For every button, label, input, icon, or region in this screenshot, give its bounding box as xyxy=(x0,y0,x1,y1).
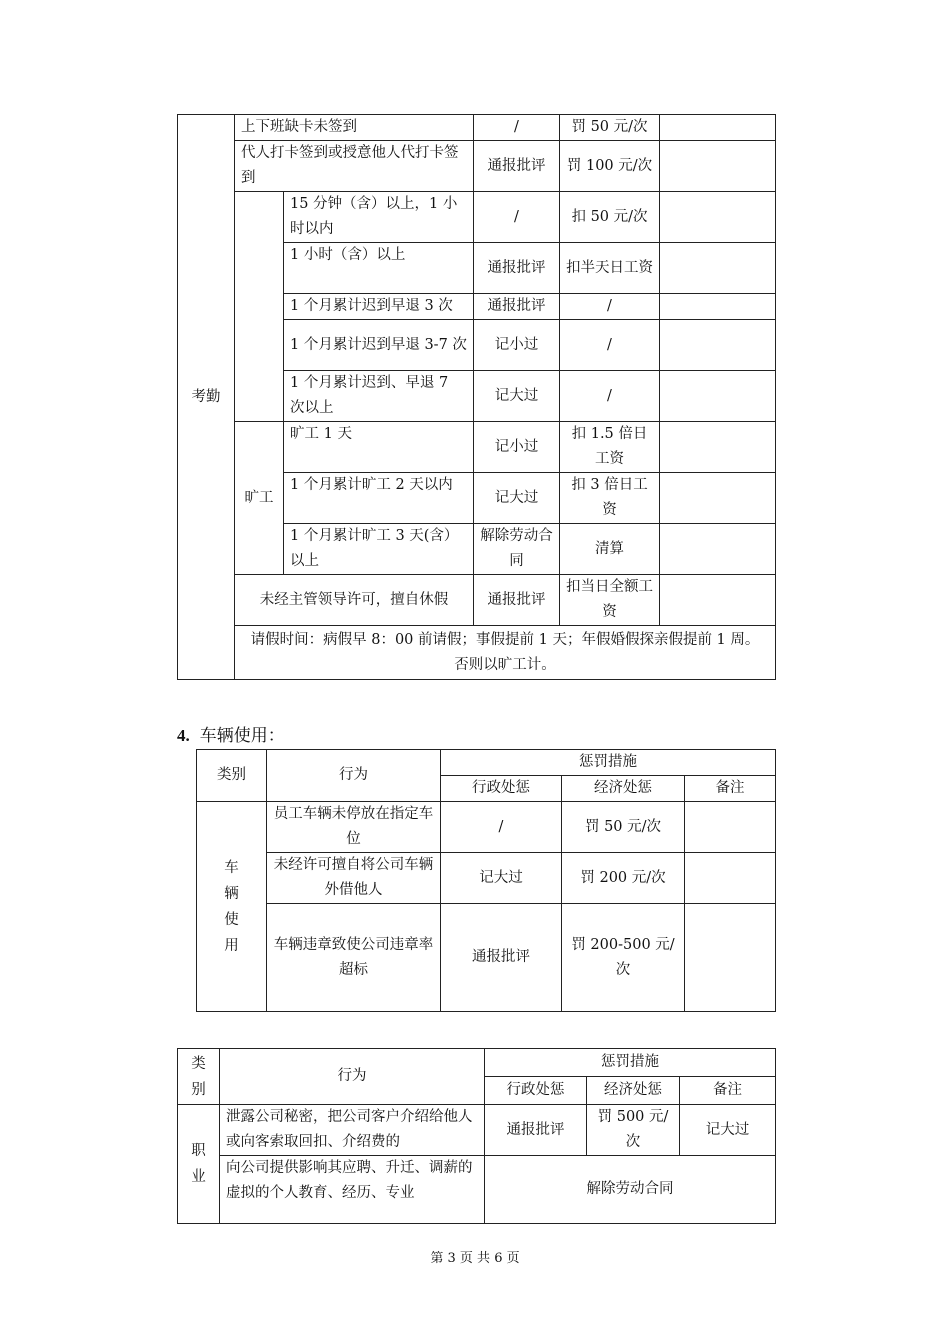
note-cell xyxy=(660,422,776,473)
behavior-cell: 车辆违章致使公司违章率超标 xyxy=(267,904,441,1012)
leave-policy-line-1: 请假时间：病假早 8：00 前请假；事假提前 1 天；年假婚假探亲假提前 1 周。 xyxy=(250,631,760,648)
category-career xyxy=(178,1105,220,1224)
behavior-cell: 未经主管领导许可，擅自休假 xyxy=(235,575,474,626)
admin-penalty-cell: 通报批评 xyxy=(474,575,560,626)
behavior-cell: 未经许可擅自将公司车辆外借他人 xyxy=(267,853,441,904)
economic-penalty-cell: / xyxy=(560,294,660,320)
economic-penalty-cell: 清算 xyxy=(560,524,660,575)
note-cell xyxy=(660,294,776,320)
vehicle-use-table xyxy=(196,749,776,1012)
header-behavior: 行为 xyxy=(220,1049,485,1105)
economic-penalty-cell: 扣 1.5 倍日工资 xyxy=(560,422,660,473)
admin-penalty-cell: 记大过 xyxy=(441,853,562,904)
economic-penalty-cell: 罚 100 元/次 xyxy=(560,141,660,192)
header-behavior: 行为 xyxy=(267,750,441,802)
header-admin-penalty: 行政处惩 xyxy=(485,1077,587,1105)
note-cell xyxy=(660,141,776,192)
behavior-cell: 1 个月累计迟到、早退 7 次以上 xyxy=(284,371,474,422)
economic-penalty-cell: / xyxy=(560,371,660,422)
admin-penalty-cell: 记大过 xyxy=(474,473,560,524)
category-char: 职 xyxy=(191,1143,206,1159)
behavior-cell: 1 个月累计迟到早退 3-7 次 xyxy=(284,320,474,371)
admin-penalty-cell: 解除劳动合同 xyxy=(474,524,560,575)
note-cell xyxy=(660,192,776,243)
behavior-cell: 旷工 1 天 xyxy=(284,422,474,473)
admin-penalty-cell: 记小过 xyxy=(474,320,560,371)
subcategory-absent: 旷工 xyxy=(235,422,284,575)
subcategory-late xyxy=(235,192,284,422)
header-category xyxy=(178,1049,220,1105)
category-vehicle-use xyxy=(197,802,267,1012)
economic-penalty-cell: 罚 50 元/次 xyxy=(562,802,685,853)
category-char: 用 xyxy=(224,937,239,954)
header-category-char: 别 xyxy=(191,1081,206,1098)
note-cell xyxy=(660,473,776,524)
economic-penalty-cell: 扣当日全额工资 xyxy=(560,575,660,626)
behavior-cell: 上下班缺卡未签到 xyxy=(235,115,474,141)
economic-penalty-cell: / xyxy=(560,320,660,371)
admin-penalty-cell: / xyxy=(474,192,560,243)
behavior-cell: 员工车辆未停放在指定车位 xyxy=(267,802,441,853)
economic-penalty-cell: 扣半天日工资 xyxy=(560,243,660,294)
note-cell xyxy=(660,115,776,141)
economic-penalty-cell: 罚 500 元/次 xyxy=(587,1105,680,1156)
behavior-cell: 1 个月累计旷工 3 天(含）以上 xyxy=(284,524,474,575)
admin-penalty-cell: 通报批评 xyxy=(474,141,560,192)
admin-penalty-cell: 通报批评 xyxy=(474,243,560,294)
header-economic-penalty: 经济处惩 xyxy=(587,1077,680,1105)
section-title: 车辆使用： xyxy=(199,726,285,746)
economic-penalty-cell: 扣 50 元/次 xyxy=(560,192,660,243)
category-char: 车 xyxy=(224,859,239,876)
category-attendance: 考勤 xyxy=(178,115,235,680)
note-cell xyxy=(660,320,776,371)
note-cell: 记大过 xyxy=(680,1105,776,1156)
header-category: 类别 xyxy=(197,750,267,802)
note-cell xyxy=(660,524,776,575)
note-cell xyxy=(685,904,776,1012)
header-category-char: 类 xyxy=(191,1055,206,1072)
admin-penalty-cell: / xyxy=(474,115,560,141)
admin-penalty-cell: 记大过 xyxy=(474,371,560,422)
admin-penalty-cell: 记小过 xyxy=(474,422,560,473)
admin-penalty-cell: / xyxy=(441,802,562,853)
behavior-cell: 1 小时（含）以上 xyxy=(284,243,474,294)
economic-penalty-cell: 罚 200-500 元/次 xyxy=(562,904,685,1012)
career-conduct-table xyxy=(177,1048,776,1224)
header-admin-penalty: 行政处惩 xyxy=(441,776,562,802)
admin-penalty-cell: 通报批评 xyxy=(485,1105,587,1156)
behavior-cell: 1 个月累计迟到早退 3 次 xyxy=(284,294,474,320)
note-cell xyxy=(660,371,776,422)
leave-policy-note xyxy=(235,626,776,680)
behavior-cell: 1 个月累计旷工 2 天以内 xyxy=(284,473,474,524)
behavior-cell: 15 分钟（含）以上，1 小时以内 xyxy=(284,192,474,243)
section-heading xyxy=(177,724,285,748)
header-measures: 惩罚措施 xyxy=(441,750,776,776)
category-char: 辆 xyxy=(224,885,239,902)
economic-penalty-cell: 罚 200 元/次 xyxy=(562,853,685,904)
behavior-cell: 向公司提供影响其应聘、升迁、调薪的虚拟的个人教育、经历、专业 xyxy=(220,1156,485,1224)
page-number-footer: 第 3 页 共 6 页 xyxy=(430,1251,520,1266)
note-cell xyxy=(685,853,776,904)
admin-penalty-cell: 通报批评 xyxy=(474,294,560,320)
economic-penalty-cell: 扣 3 倍日工资 xyxy=(560,473,660,524)
header-note: 备注 xyxy=(680,1077,776,1105)
header-economic-penalty: 经济处惩 xyxy=(562,776,685,802)
header-measures: 惩罚措施 xyxy=(485,1049,776,1077)
economic-penalty-cell: 罚 50 元/次 xyxy=(560,115,660,141)
note-cell xyxy=(685,802,776,853)
section-number: 4. xyxy=(177,726,190,745)
behavior-cell: 泄露公司秘密，把公司客户介绍给他人或向客索取回扣、介绍费的 xyxy=(220,1105,485,1156)
leave-policy-line-2: 否则以旷工计。 xyxy=(454,656,556,673)
category-char: 业 xyxy=(191,1169,206,1185)
header-note: 备注 xyxy=(685,776,776,802)
attendance-table xyxy=(177,114,776,680)
admin-penalty-cell: 通报批评 xyxy=(441,904,562,1012)
note-cell xyxy=(660,575,776,626)
behavior-cell: 代人打卡签到或授意他人代打卡签到 xyxy=(235,141,474,192)
note-cell xyxy=(660,243,776,294)
merged-penalty-cell: 解除劳动合同 xyxy=(485,1156,776,1224)
category-char: 使 xyxy=(224,911,239,928)
